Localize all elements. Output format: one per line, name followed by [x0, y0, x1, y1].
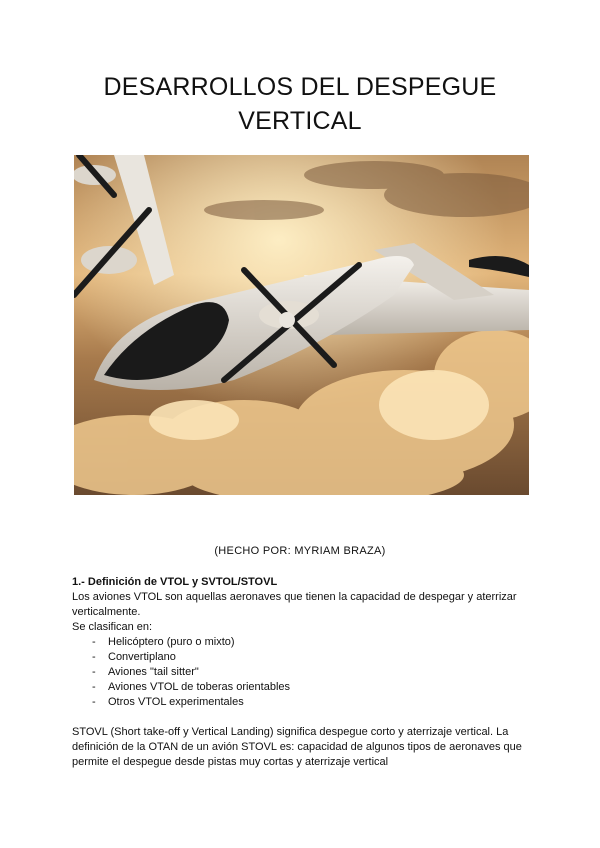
title-line-1: DESARROLLOS DEL DESPEGUE: [103, 73, 497, 101]
author-byline: (HECHO POR: MYRIAM BRAZA): [214, 545, 386, 557]
paragraph-classification-intro: Se clasifican en:: [72, 621, 153, 633]
title-line-2: VERTICAL: [238, 107, 362, 135]
list-item: - Convertiplano: [92, 650, 532, 665]
list-item: - Helicóptero (puro o mixto): [92, 635, 532, 650]
paragraph-stovl-definition: STOVL (Short take-off y Vertical Landing) significa despegue corto y aterrizaje vertical. La definición de la OTAN de un avión STOVL es: capacidad de algunos tipos de aeronaves que permite el despegue desde pistas muy cortas y aterrizaje vertical: [72, 726, 522, 768]
list-item: - Aviones VTOL de toberas orientables: [92, 680, 532, 695]
aircraft-illustration: [74, 155, 529, 495]
classification-list: [72, 635, 532, 710]
list-item: - Otros VTOL experimentales: [92, 695, 532, 710]
document-title: [0, 70, 600, 138]
spacer: [72, 710, 532, 725]
list-item: - Aviones "tail sitter": [92, 665, 532, 680]
section-definition: [72, 575, 532, 770]
aircraft-photo: [74, 155, 529, 495]
section-heading: 1.- Definición de VTOL y SVTOL/STOVL: [72, 576, 278, 588]
paragraph-vtol-definition: Los aviones VTOL son aquellas aeronaves que tienen la capacidad de despegar y aterrizar verticalmente.: [72, 591, 517, 618]
